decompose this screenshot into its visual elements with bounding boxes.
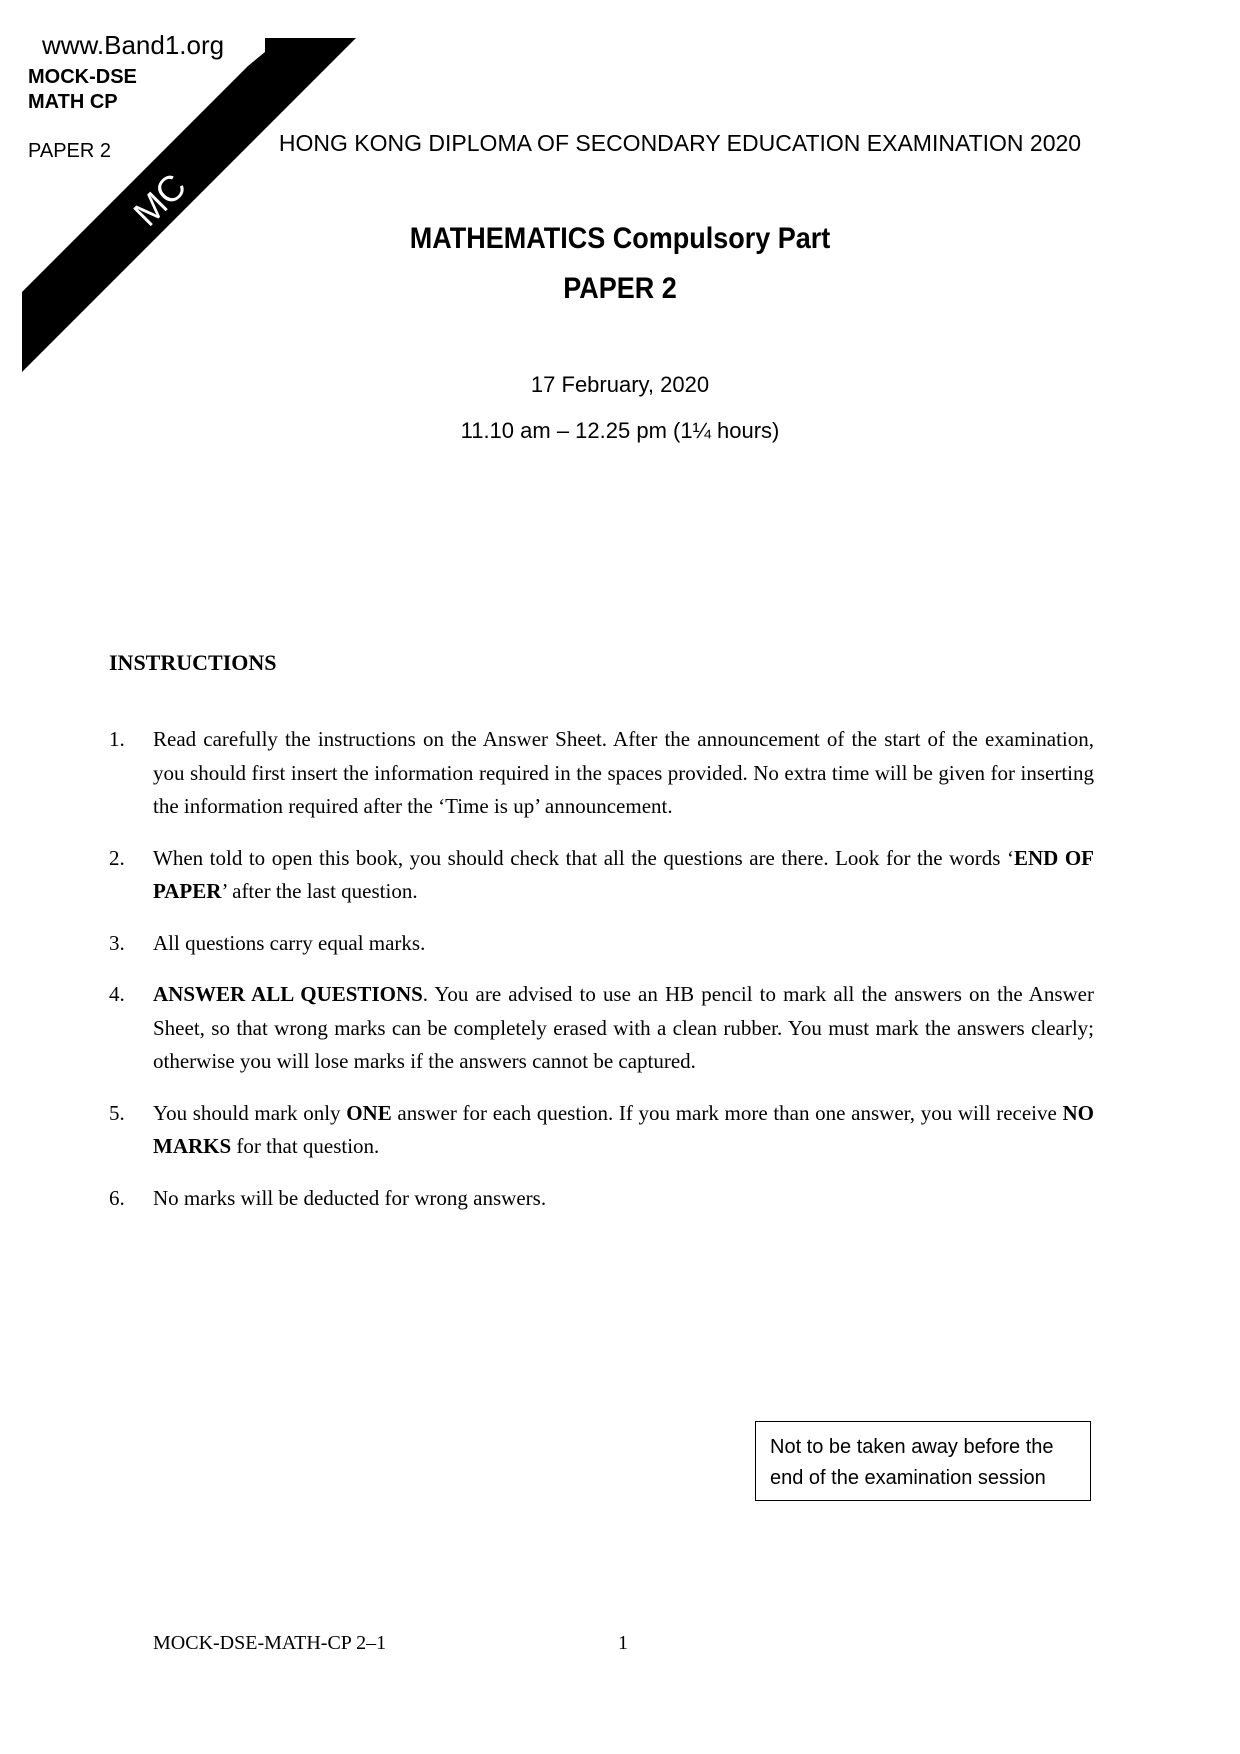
instruction-item <box>109 978 1094 1079</box>
instruction-number: 6. <box>109 1185 125 1210</box>
instruction-number: 4. <box>109 982 125 1006</box>
instruction-text: When told to open this book, you should check that all the questions are there. Look for the words ‘END OF PAPER’ after the last question. <box>153 845 1095 903</box>
instruction-list <box>109 723 1094 1233</box>
mc-corner-banner <box>0 0 400 400</box>
footer-paper-code: MOCK-DSE-MATH-CP 2–1 <box>153 1632 387 1654</box>
exam-date: 17 February, 2020 <box>530 372 710 397</box>
instruction-item <box>109 1182 1094 1216</box>
instruction-number: 2. <box>109 845 125 870</box>
instructions-heading: INSTRUCTIONS <box>109 650 277 675</box>
mc-banner-text: MC <box>125 165 194 234</box>
instruction-item <box>109 1097 1094 1164</box>
notice-line1: Not to be taken away before the <box>770 1436 1054 1458</box>
corner-paper-label: PAPER 2 <box>28 140 111 162</box>
site-url-watermark: www.Band1.org <box>42 30 225 60</box>
page-number: 1 <box>618 1632 628 1654</box>
paper-title: PAPER 2 <box>563 272 677 305</box>
instruction-text: No marks will be deducted for wrong answers. <box>153 1185 547 1210</box>
subject-title: MATHEMATICS Compulsory Part <box>409 222 831 255</box>
exam-name: HONG KONG DIPLOMA OF SECONDARY EDUCATION EXAMINATION 2020 <box>278 130 1082 156</box>
instruction-text: All questions carry equal marks. <box>153 930 426 955</box>
instruction-text: You should mark only ONE answer for each question. If you mark more than one answer, you will receive NO MARKS for that question. <box>153 1100 1094 1158</box>
paper-code-line1: MOCK-DSE <box>28 66 137 88</box>
paper-code-line2: MATH CP <box>28 91 118 113</box>
instruction-number: 5. <box>109 1100 125 1125</box>
instruction-text: Read carefully the instructions on the Answer Sheet. After the announcement of the start of the examination, you should first insert the information required in the spaces provided. No extra time will be given for inserting the information required after the ‘Time is up’ announcement. <box>153 727 1094 818</box>
instruction-item <box>109 842 1094 909</box>
notice-line2: end of the examination session <box>770 1467 1046 1489</box>
exam-time: 11.10 am – 12.25 pm (1¼ hours) <box>460 418 780 443</box>
instruction-text: ANSWER ALL QUESTIONS. You are advised to use an HB pencil to mark all the answers on the Answer Sheet, so that wrong marks can be completely erased with a clean rubber. You must mark the answers clearly; otherwise you will lose marks if the answers cannot be captured. <box>153 982 1094 1073</box>
notice-box <box>755 1421 1091 1501</box>
mc-banner-band <box>22 38 356 372</box>
instruction-item <box>109 927 1094 961</box>
instruction-number: 1. <box>109 727 125 751</box>
instruction-number: 3. <box>109 930 125 955</box>
instruction-item <box>109 723 1094 824</box>
